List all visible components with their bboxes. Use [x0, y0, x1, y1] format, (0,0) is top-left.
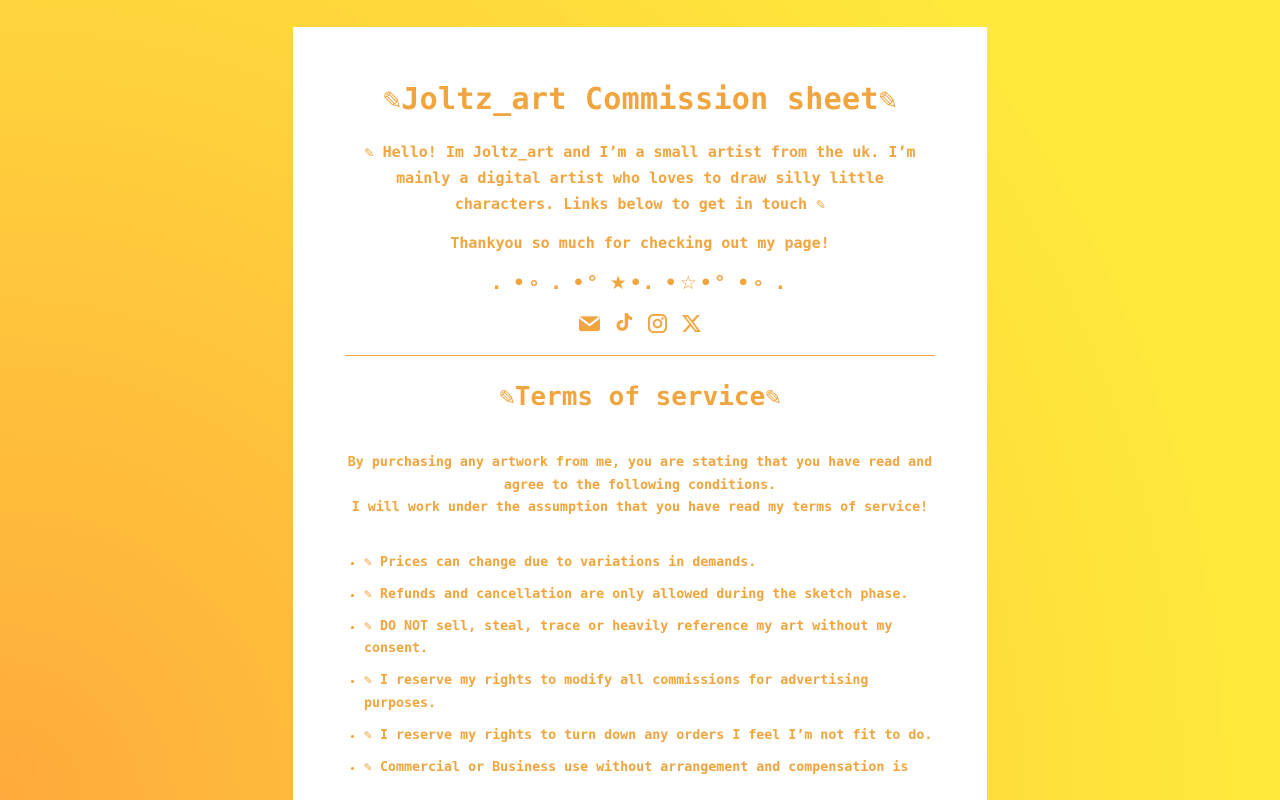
x-icon: [681, 313, 702, 334]
envelope-icon: [578, 312, 601, 335]
terms-intro-sentence-1: By purchasing any artwork from me, you are stating that you have read and agree to the following conditions.: [347, 455, 933, 493]
terms-intro-text: [345, 452, 935, 520]
terms-list-item: • ✎ I reserve my rights to modify all commissions for advertising purposes.: [364, 670, 935, 715]
terms-list: [345, 552, 935, 780]
section-divider: [345, 355, 935, 356]
social-links-row: [345, 312, 935, 334]
twitter-x-link[interactable]: [681, 313, 702, 334]
instagram-link[interactable]: [647, 313, 668, 334]
terms-list-item: • ✎ Refunds and cancellation are only allowed during the sketch phase.: [364, 584, 935, 607]
tiktok-link[interactable]: [614, 312, 634, 334]
thanks-text: Thankyou so much for checking out my page!: [450, 234, 830, 252]
terms-list-item: • ✎ Commercial or Business use without arrangement and compensation is: [364, 757, 935, 780]
terms-intro-sentence-2: I will work under the assumption that you have read my terms of service!: [351, 500, 929, 515]
commission-sheet-card: [293, 27, 987, 800]
terms-list-item: • ✎ Prices can change due to variations in demands.: [364, 552, 935, 575]
page-title: ✎Joltz_art Commission sheet✎: [382, 82, 898, 117]
email-link[interactable]: [578, 312, 601, 335]
tiktok-icon: [614, 312, 634, 334]
terms-heading: ✎Terms of service✎: [499, 382, 781, 412]
instagram-icon: [647, 313, 668, 334]
terms-list-item: • ✎ DO NOT sell, steal, trace or heavily reference my art without my consent.: [364, 616, 935, 661]
intro-text: ✎ Hello! Im Joltz_art and I’m a small artist from the uk. I’m mainly a digital artist who loves to draw silly little characters. Links below to get in touch ✎: [364, 143, 916, 213]
terms-list-item: • ✎ I reserve my rights to turn down any orders I feel I’m not fit to do.: [364, 725, 935, 748]
star-decoration: . •∘ . •° ★•. •☆•° •∘ .: [493, 272, 787, 294]
